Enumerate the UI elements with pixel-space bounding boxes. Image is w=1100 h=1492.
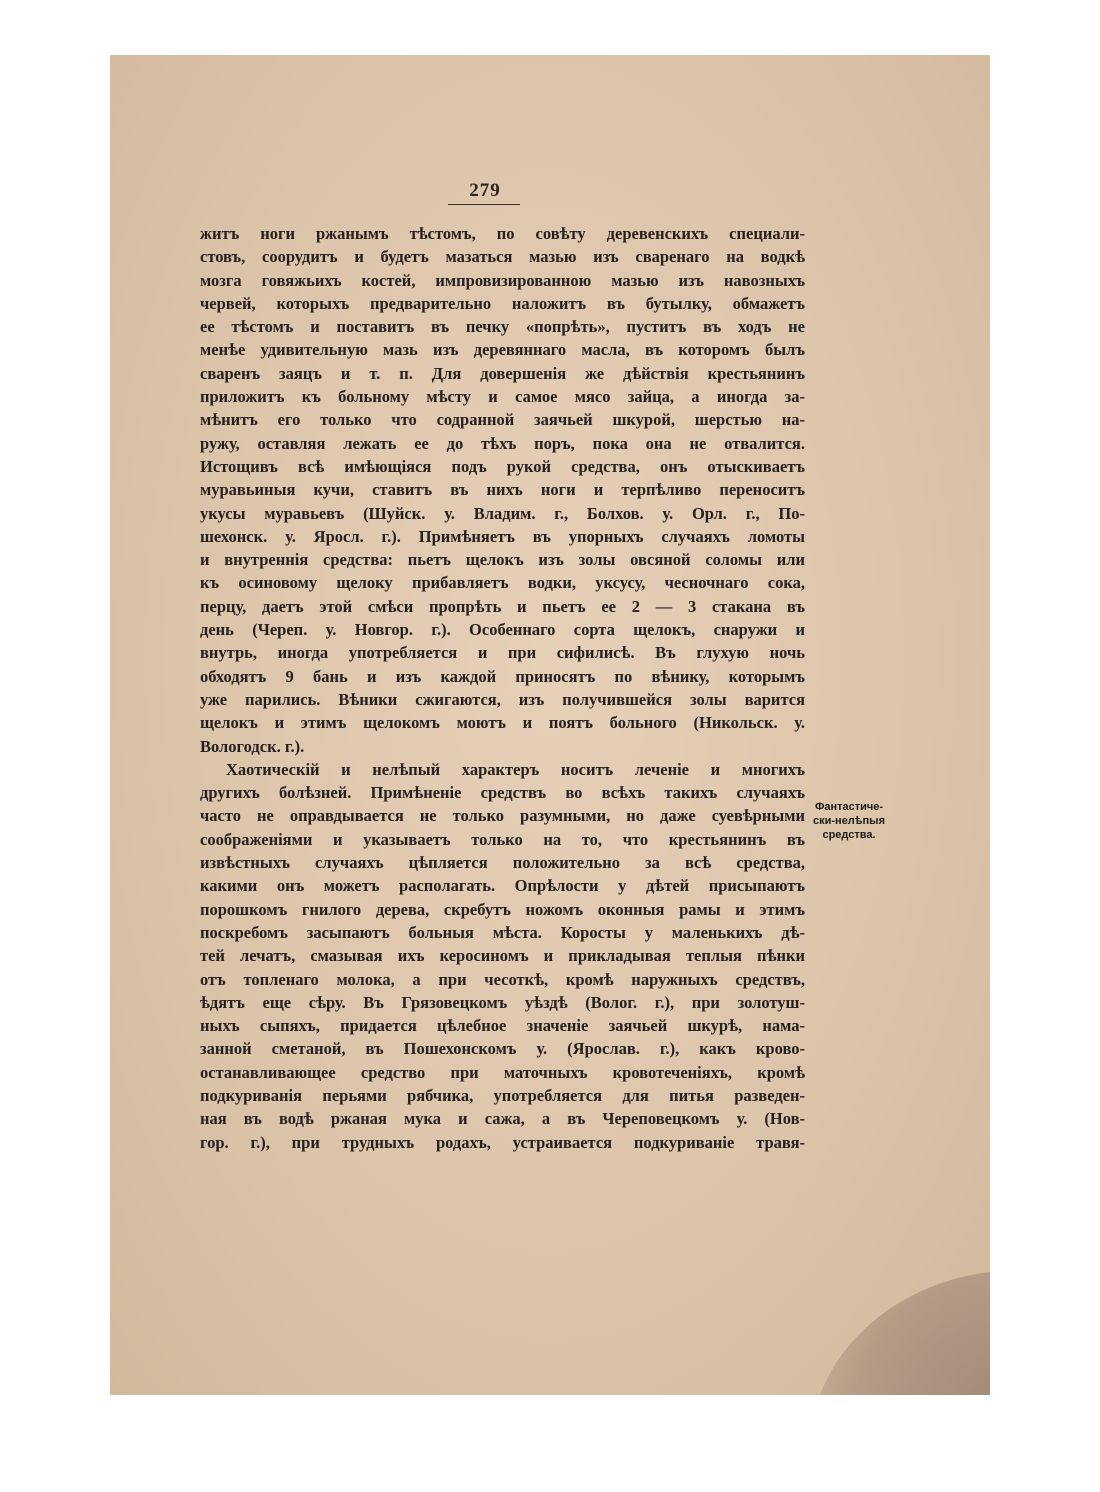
text-line: и внутреннія средства: пьетъ щелокъ изъ золы овсяной соломы или [200, 550, 805, 570]
text-line: мозга говяжьихъ костей, импровизированною мазью изъ навозныхъ [200, 270, 805, 290]
text-line: подкуриванія перьями рябчика, употребляется для питья разведен- [200, 1085, 805, 1105]
text-line: отъ топленаго молока, а при чесоткѣ, кромѣ наружныхъ средствъ, [200, 969, 805, 989]
text-line: ружу, оставляя лежать ее до тѣхъ поръ, пока она не отвалится. [200, 433, 805, 453]
margin-note-line: Фантастиче- [814, 801, 884, 813]
text-line: ее тѣстомъ и поставитъ въ печку «попрѣть», пуститъ въ ходъ не [200, 317, 805, 337]
text-line: житъ ноги ржанымъ тѣстомъ, по совѣту деревенскихъ специали- [200, 224, 805, 243]
text-line: другихъ болѣзней. Примѣненіе средствъ во всѣхъ такихъ случаяхъ [200, 783, 805, 803]
text-line: мѣнитъ его только что содранной заячьей шкурой, шерстью на- [200, 410, 805, 430]
text-line: перцу, даетъ этой смѣси пропрѣть и пьетъ ее 2 — 3 стакана въ [200, 596, 805, 616]
margin-note [804, 800, 894, 842]
text-line: тей лечатъ, смазывая ихъ керосиномъ и прикладывая теплыя пѣнки [200, 946, 805, 966]
text-line: муравьиныя кучи, ставитъ въ нихъ ноги и терпѣливо переноситъ [200, 480, 805, 500]
text-line: Истощивъ всѣ имѣющіяся подъ рукой средства, онъ отыскиваетъ [200, 456, 805, 476]
text-line: поскребомъ засыпаютъ больныя мѣста. Коросты у маленькихъ дѣ- [200, 922, 805, 942]
text-line: шехонск. у. Яросл. г.). Примѣняетъ въ упорныхъ случаяхъ ломоты [200, 526, 805, 546]
thumb-shadow [810, 1270, 990, 1395]
page-number: 279 [469, 180, 501, 201]
text-line: извѣстныхъ случаяхъ цѣпляется положительно за всѣ средства, [200, 853, 805, 873]
text-line: сваренъ заяцъ и т. п. Для довершенія же дѣйствія крестьянинъ [200, 363, 805, 383]
text-line: укусы муравьевъ (Шуйск. у. Владим. г., Болхов. у. Орл. г., По- [200, 503, 805, 523]
text-line: гор. г.), при трудныхъ родахъ, устраивается подкуриваніе травя- [200, 1132, 805, 1152]
text-line: менѣе удивительную мазь изъ деревяннаго масла, въ которомъ былъ [200, 340, 805, 360]
text-line: обходятъ 9 бань и изъ каждой приносятъ по вѣнику, которымъ [200, 666, 805, 686]
text-line: останавливающее средство при маточныхъ кровотеченіяхъ, кромѣ [200, 1062, 805, 1082]
text-line: къ осиновому щелоку прибавляетъ водки, уксусу, чесночнаго сока, [200, 573, 805, 593]
text-line: ныхъ сыпяхъ, придается цѣлебное значеніе заячьей шкурѣ, нама- [200, 1016, 805, 1036]
text-line: какими онъ можетъ располагать. Опрѣлости у дѣтей присыпаютъ [200, 876, 805, 896]
text-line: Вологодск. г.). [200, 736, 305, 756]
text-line: ная въ водѣ ржаная мука и сажа, а въ Череповецкомъ у. (Нов- [200, 1109, 805, 1129]
text-line: порошкомъ гнилого дерева, скребутъ ножомъ оконныя рамы и этимъ [200, 899, 805, 919]
text-line: стовъ, соорудитъ и будетъ мазаться мазью изъ сваренаго на водкѣ [200, 247, 805, 267]
margin-note-line: ски-нелѣпыя [813, 815, 885, 827]
text-line: Хаотическій и нелѣпый характеръ носитъ леченіе и многихъ [226, 759, 805, 779]
text-line: часто не оправдывается не только разумными, но даже суевѣрными [200, 806, 805, 826]
text-line: соображеніями и указываетъ только на то, что крестьянинъ въ [200, 829, 805, 849]
text-line: ѣдятъ еще сѣру. Въ Грязовецкомъ уѣздѣ (Волог. г.), при золотуш- [200, 992, 805, 1012]
margin-note-line: средства. [822, 829, 876, 841]
text-line: щелокъ и этимъ щелокомъ моютъ и поятъ больного (Никольск. у. [200, 713, 805, 733]
text-line: внутрь, иногда употребляется и при сифилисѣ. Въ глухую ночь [200, 643, 805, 663]
text-line: червей, которыхъ предварительно наложитъ въ бутылку, обмажетъ [200, 293, 805, 313]
text-line: занной сметаной, въ Пошехонскомъ у. (Ярослав. г.), какъ крово- [200, 1039, 805, 1059]
page-number-rule [448, 204, 520, 205]
text-line: день (Череп. у. Новгор. г.). Особеннаго сорта щелокъ, снаружи и [200, 620, 805, 640]
text-line: уже парились. Вѣники сжигаются, изъ получившейся золы варится [200, 689, 805, 709]
text-line: приложитъ къ больному мѣсту и самое мясо зайца, а иногда за- [200, 387, 805, 407]
body-text [200, 222, 805, 1154]
